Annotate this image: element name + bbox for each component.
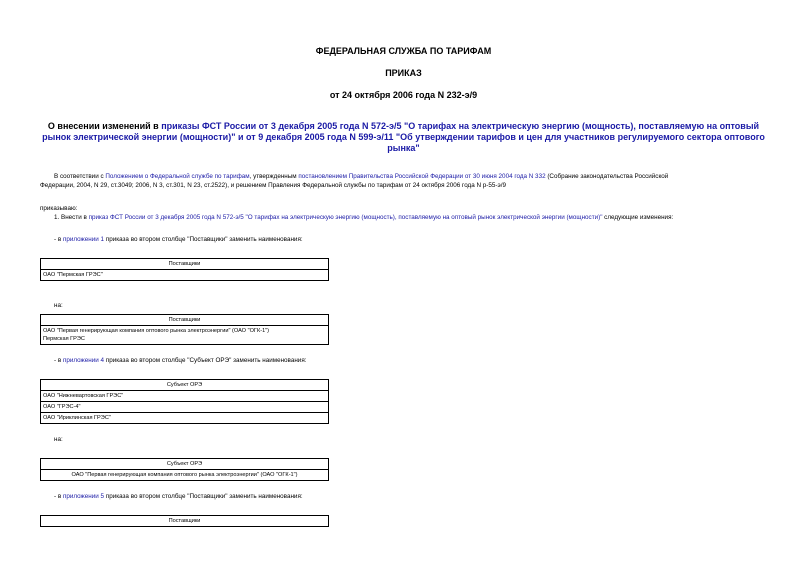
preamble-text: (Собрание законодательства Российской [545,173,669,180]
table-header: Поставщики [41,315,329,326]
subitem-text: - в [54,493,63,500]
table-row: ОАО "Первая генерирующая компания оптового рынка электроэнергии" (ОАО "ОГК-1") [41,470,329,481]
table-header: Поставщики [41,516,329,527]
replace-with-2: на: [54,436,63,443]
table-2 [40,314,329,345]
item-text: следующие изменения: [602,214,674,221]
item-text: 1. Внести в [54,214,89,221]
preamble-line-2: Федерации, 2004, N 29, ст.3049; 2006, N 3, ст.301, N 23, ст.2522), и решением Правления Федеральной службы по тарифам от 24 октября 2006 года N р-55-э/9 [40,182,506,189]
subitem-text: - в [54,236,63,243]
order-link[interactable]: приказ ФСТ России от 3 декабря 2005 года N 572-э/5 "О тарифах на электрическую энергию (мощность), поставляемую на оптовый рынок электрической энергии (мощности)" [88,214,603,221]
subitem-text: приказа во втором столбце "Субъект ОРЭ" заменить наименования: [104,357,307,364]
doc-type: ПРИКАЗ [385,68,422,78]
row-line: ОАО "Первая генерирующая компания оптового рынка электроэнергии" (ОАО "ОГК-1") [43,328,270,334]
table-1 [40,258,329,281]
table-row: ОАО "Пермская ГРЭС" [41,270,329,281]
preamble-line-1 [54,172,668,181]
preamble-text: , утвержденным [249,173,299,180]
table-header: Поставщики [41,259,329,270]
table-5 [40,515,329,527]
replace-with-1: на: [54,302,63,309]
subitem-text: приказа во втором столбце "Поставщики" заменить наименования: [104,493,303,500]
subitem-text: - в [54,357,63,364]
table-3 [40,379,329,424]
agency-name: ФЕДЕРАЛЬНАЯ СЛУЖБА ПО ТАРИФАМ [315,46,492,56]
subitem-2 [54,356,307,365]
table-row [41,326,329,345]
preamble-text: В соответствии с [54,173,106,180]
doc-date-number: от 24 октября 2006 года N 232-э/9 [329,90,478,100]
appendix-4-link[interactable]: приложении 4 [62,357,105,364]
subitem-3 [54,492,303,501]
item-1 [54,213,673,222]
subitem-text: приказа во втором столбце "Поставщики" заменить наименования: [104,236,303,243]
appendix-1-link[interactable]: приложении 1 [62,236,105,243]
table-row: ОАО "Нижневартовская ГРЭС" [41,391,329,402]
table-header: Субъект ОРЭ [41,380,329,391]
table-row: ОАО "Ириклинская ГРЭС" [41,413,329,424]
title-prefix: О внесении изменений в [47,121,162,131]
table-4 [40,458,329,481]
title-link[interactable]: приказы ФСТ России от 3 декабря 2005 года N 572-э/5 "О тарифах на электрическую энергию (мощность), поставляемую на оптовый рынок электрической энергии (мощности)" и от 9 декабря 2005 года N 599-э/11 "Об утверждении тарифов и цен для участников регулируемого сектора оптового рынка" [42,121,765,153]
table-header: Субъект ОРЭ [41,459,329,470]
resolution-link[interactable]: постановлением Правительства Российской Федерации от 30 июня 2004 года N 332 [298,173,546,180]
order-word: приказываю: [40,205,78,212]
table-row: ОАО "ГРЭС-4" [41,402,329,413]
appendix-5-link[interactable]: приложении 5 [62,493,105,500]
regulation-link[interactable]: Положением о Федеральной службе по тарифам [105,173,250,180]
row-line: Пермская ГРЭС [43,336,85,342]
subitem-1 [54,235,303,244]
doc-title [40,121,767,154]
